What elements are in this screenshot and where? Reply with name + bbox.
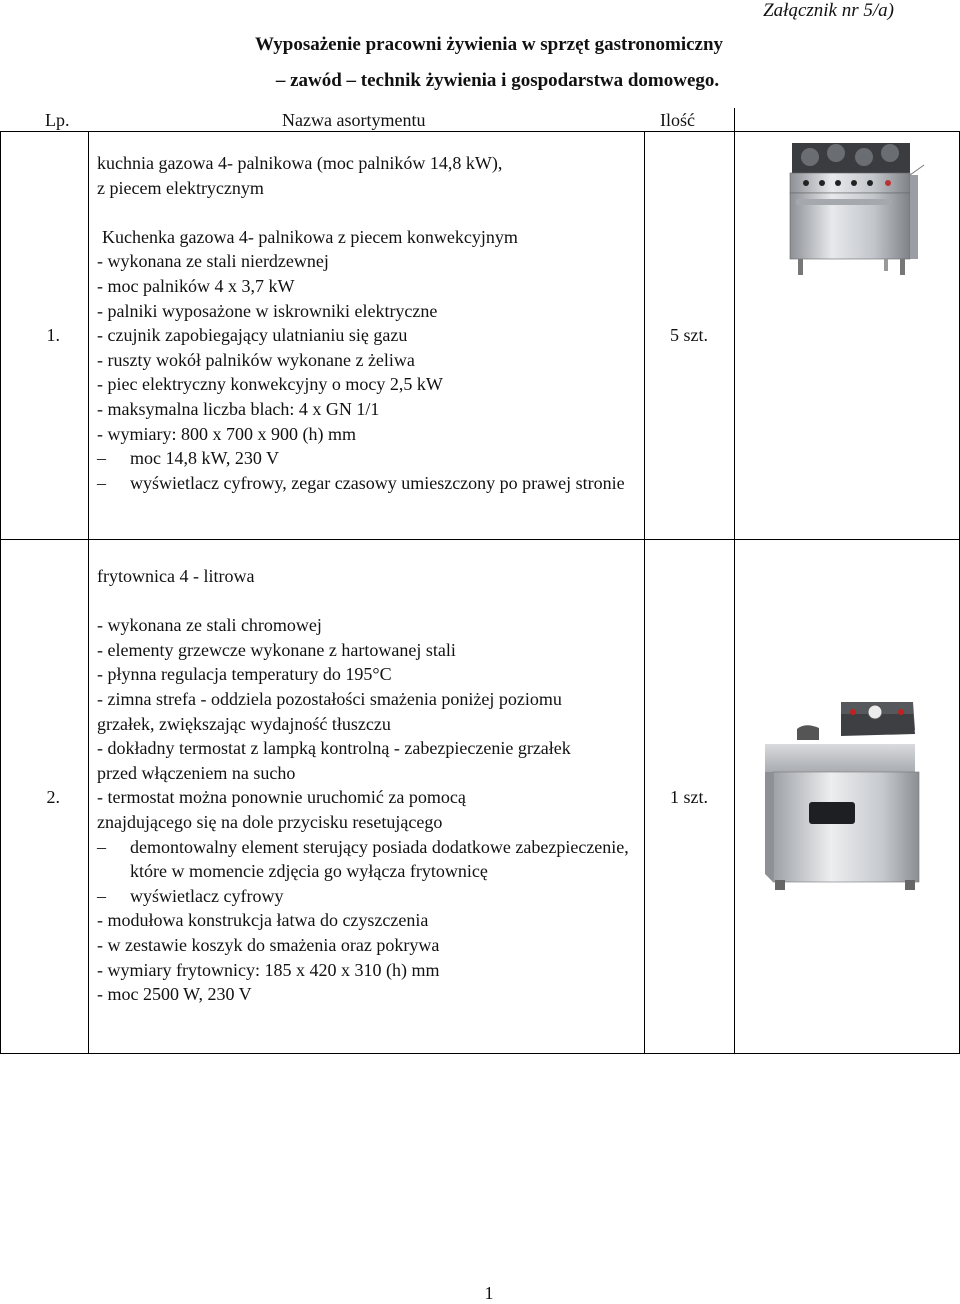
row-divider <box>0 539 960 540</box>
column-divider-lp <box>88 131 89 1054</box>
document-title: Wyposażenie pracowni żywienia w sprzęt gastronomiczny <box>254 34 724 55</box>
row2-description <box>97 564 637 1007</box>
list-item: - moc palników 4 x 3,7 kW <box>97 275 295 296</box>
dash-list-item: – wyświetlacz cyfrowy, zegar czasowy umieszczony po prawej stronie <box>97 471 630 496</box>
column-divider-qty <box>734 108 735 1054</box>
gas-stove-image <box>780 135 928 280</box>
header-qty: Ilość <box>660 110 695 130</box>
list-item: - moc 2500 W, 230 V <box>97 984 252 1005</box>
list-item: - ruszty wokół palników wykonane z żeliwa <box>97 349 415 370</box>
list-item: - elementy grzewcze wykonane z hartowanej stali <box>97 639 456 660</box>
list-item: - wymiary frytownicy: 185 x 420 x 310 (h) mm <box>97 959 440 980</box>
attachment-label: Załącznik nr 5/a) <box>763 0 894 21</box>
list-item: - modułowa konstrukcja łatwa do czyszczenia <box>97 910 429 931</box>
column-divider-name <box>644 131 645 1054</box>
list-item: - w zestawie koszyk do smażenia oraz pokrywa <box>97 934 440 955</box>
row2-title: frytownica 4 - litrowa <box>97 566 255 586</box>
dash-list-item: – wyświetlacz cyfrowy <box>97 884 637 909</box>
row1-lp: 1. <box>46 325 60 345</box>
document-subtitle: – zawód – technik żywienia i gospodarstwa domowego. <box>275 70 720 91</box>
list-item: - wykonana ze stali nierdzewnej <box>97 251 329 272</box>
row2-qty: 1 szt. <box>670 787 708 807</box>
list-item: - palniki wyposażone w iskrowniki elektryczne <box>97 300 438 321</box>
table-left-border <box>0 131 1 1054</box>
header-lp: Lp. <box>45 110 70 130</box>
list-item: - płynna regulacja temperatury do 195°C <box>97 664 392 685</box>
dash-list-item: – moc 14,8 kW, 230 V <box>97 446 637 471</box>
row1-qty: 5 szt. <box>670 325 708 345</box>
table-header <box>0 108 960 134</box>
list-item: - piec elektryczny konwekcyjny o mocy 2,5 kW <box>97 374 443 395</box>
row1-subtitle: Kuchenka gazowa 4- palnikowa z piecem konwekcyjnym <box>102 226 518 247</box>
fryer-image <box>745 694 950 896</box>
list-item: - termostat można ponownie uruchomić za pomocą znajdującego się na dole przycisku resetującego <box>97 787 466 832</box>
list-item: - maksymalna liczba blach: 4 x GN 1/1 <box>97 398 380 419</box>
list-item: - dokładny termostat z lampką kontrolną - zabezpieczenie grzałek przed włączeniem na sucho <box>97 738 571 783</box>
row1-title: kuchnia gazowa 4- palnikowa (moc palników 14,8 kW), z piecem elektrycznym <box>97 153 503 198</box>
table-bottom-border <box>0 1053 960 1054</box>
list-item: - czujnik zapobiegający ulatnianiu się gazu <box>97 325 408 346</box>
header-name: Nazwa asortymentu <box>282 110 426 130</box>
row1-description <box>97 151 637 495</box>
list-item: - wymiary: 800 x 700 x 900 (h) mm <box>97 423 356 444</box>
dash-list-item: – demontowalny element sterujący posiada dodatkowe zabezpieczenie, które w momencie zdjęcia go wyłącza frytownicę <box>97 835 635 884</box>
list-item: - wykonana ze stali chromowej <box>97 615 322 636</box>
row2-lp: 2. <box>46 787 60 807</box>
page-number: 1 <box>484 1283 494 1303</box>
list-item: - zimna strefa - oddziela pozostałości smażenia poniżej poziomu grzałek, zwiększając wydajność tłuszczu <box>97 688 562 734</box>
